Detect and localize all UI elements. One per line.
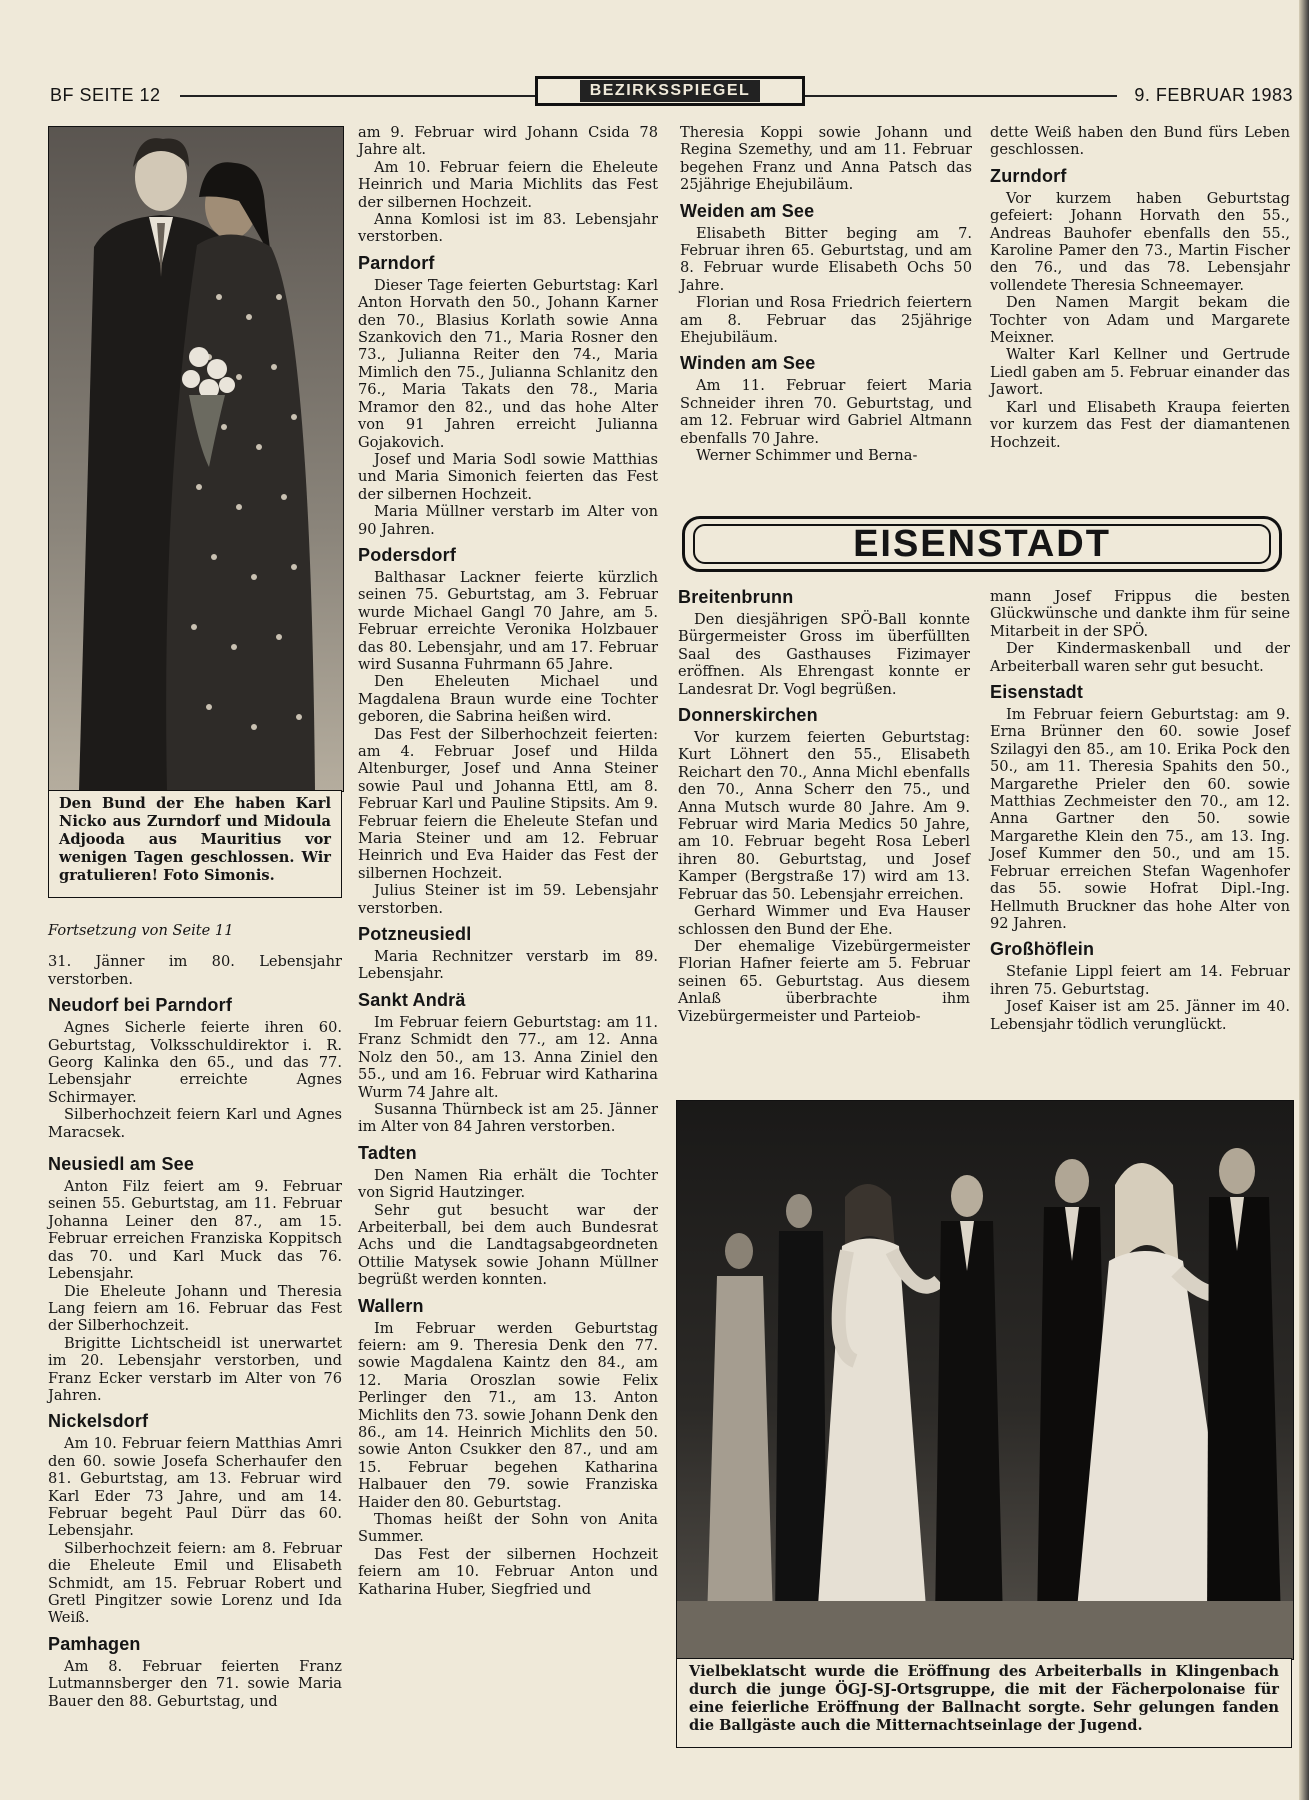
paragraph: 31. Jänner im 80. Lebensjahr verstorben.: [48, 953, 342, 988]
paragraph: Susanna Thürnbeck ist am 25. Jänner im Alter von 84 Jahren verstorben.: [358, 1100, 658, 1136]
paragraph: mann Josef Frippus die besten Glückwünsche und dankte ihm für seine Mitarbeit in der SPÖ.: [990, 588, 1290, 640]
heading-breitenbrunn: Breitenbrunn: [678, 587, 794, 607]
issue-date: 9. FEBRUAR 1983: [1134, 85, 1293, 105]
paragraph: Anna Komlosi ist im 83. Lebensjahr verstorben.: [358, 211, 658, 246]
paragraph: Anton Filz feiert am 9. Februar seinen 55. Geburtstag, am 11. Februar Johanna Leiner den 87., am 15. Februar erreichen Franziska Koppitsch das 70. und Karl Muck das 76. Lebensjahr.: [48, 1178, 342, 1283]
heading-podersdorf: Podersdorf: [358, 544, 457, 565]
heading-potzneusiedl: Potzneusiedl: [358, 924, 472, 945]
wedding-photo: [48, 126, 344, 792]
paragraph: Balthasar Lackner feierte kürzlich seinen 75. Geburtstag, am 3. Februar wurde Michael Gangl 70 Jahre, am 5. Februar erreichte Veronika Holzbauer das 80. Lebensjahr, und am 17. Februar wird Susanna Fuhrmann 65 Jahre.: [358, 568, 658, 673]
paragraph: Vor kurzem haben Geburtstag gefeiert: Johann Horvath den 55., Andreas Bauhofer ebenfalls den 55., Karoline Pamer den 73., Martin Fischer den 76., und das 78. Lebensjahr vollendete Theresia Schneemayer.: [990, 189, 1290, 294]
heading-weiden: Weiden am See: [680, 200, 815, 221]
paragraph: Den Namen Margit bekam die Tochter von Adam und Margarete Meixner.: [990, 294, 1290, 347]
heading-sankt-andrae: Sankt Andrä: [358, 989, 466, 1010]
column-4: [990, 124, 1290, 451]
paragraph: Vor kurzem feierten Geburtstag: Kurt Löhnert den 55., Elisabeth Reichart den 70., Anna Michl ebenfalls den 70., Anna Scherr den 75., und Anna Mutsch wurde 80 Jahre. Am 9. Februar wird Maria Medics 50 Jahre, am 10. Februar begeht Rosa Leberl ihren 80. Geburtstag, und Josef Kamper (Bergstraße 17) wird am 13. Februar das 50. Lebensjahr erreichen.: [678, 729, 970, 903]
heading-neusiedl: Neusiedl am See: [48, 1154, 195, 1175]
paragraph: Brigitte Lichtscheidl ist unerwartet im 20. Lebensjahr verstorben, und Franz Ecker verstarb im Alter von 76 Jahren.: [48, 1334, 342, 1404]
paragraph: Gerhard Wimmer und Eva Hauser schlossen den Bund der Ehe.: [678, 903, 970, 938]
paragraph: Im Februar feiern Geburtstag: am 9. Erna Brünner den 60. sowie Josef Szilagyi den 85., am 10. Erika Pock den 50., am 11. Theresia Spahits den 50., Margarethe Prieler den 60. sowie Matthias Zechmeister den 70., am 12. Anna Gartner den 50. sowie Margarethe Klein den 75., am 13. Ing. Josef Kummer den 50., und am 15. Februar erreichen Stefan Wagenhofer das 55. sowie Hofrat Dipl.-Ing. Hellmuth Bruckner das hohe Alter von 92 Jahren.: [990, 706, 1290, 932]
column-2: [358, 124, 658, 1598]
paragraph: Im Februar feiern Geburtstag: am 11. Franz Schmidt den 77., am 12. Anna Nolz den 50., am 13. Anna Ziniel den 55., und am 16. Februar wird Katharina Wurm 74 Jahre alt.: [358, 1013, 658, 1101]
heading-winden: Winden am See: [680, 353, 816, 374]
paragraph: Walter Karl Kellner und Gertrude Liedl gaben am 5. Februar einander das Jawort.: [990, 346, 1290, 399]
heading-eisenstadt: Eisenstadt: [990, 682, 1084, 703]
page-edge-shadow: [1299, 0, 1309, 1800]
paragraph: am 9. Februar wird Johann Csida 78 Jahre alt.: [358, 124, 658, 159]
paragraph: Das Fest der silbernen Hochzeit feiern am 10. Februar Anton und Katharina Huber, Siegfried und: [358, 1545, 658, 1598]
paragraph: Am 8. Februar feierten Franz Lutmannsberger den 71. sowie Maria Bauer den 88. Geburtstag, und: [48, 1657, 342, 1710]
section-title: BEZIRKSSPIEGEL: [580, 80, 761, 102]
paragraph: Im Februar werden Geburtstag feiern: am 9. Theresia Denk den 77. sowie Magdalena Kaintz den 84., am 12. Maria Oroszlan sowie Felix Perlinger den 71., am 13. Anton Michlits den 73. sowie Johann Denk den 86., am 14. Heinrich Michlits den 50. sowie Anton Csukker den 87., und am 15. Februar begehen Katharina Halbauer den 79. sowie Franziska Haider den 80. Geburtstag.: [358, 1319, 658, 1511]
ball-photo: [676, 1100, 1294, 1660]
header-rule-right: [805, 95, 1117, 97]
heading-tadten: Tadten: [358, 1142, 417, 1163]
paragraph: Sehr gut besucht war der Arbeiterball, bei dem auch Bundesrat Achs und die Landtagsabgeordneten Ottilie Matysek sowie Johann Müllner begrüßt werden konnten.: [358, 1201, 658, 1289]
paragraph: Florian und Rosa Friedrich feiertern am 8. Februar das 25jährige Ehejubiläum.: [680, 294, 972, 347]
paragraph: Silberhochzeit feiern Karl und Agnes Maracsek.: [48, 1106, 342, 1141]
wedding-photo-caption: Den Bund der Ehe haben Karl Nicko aus Zurndorf und Midoula Adjooda aus Mauritius vor wenigen Tagen geschlossen. Wir gratulieren! Foto Simonis.: [48, 790, 342, 898]
page-number: BF SEITE 12: [50, 85, 161, 105]
paragraph: Julius Steiner ist im 59. Lebensjahr verstorben.: [358, 882, 658, 917]
paragraph: Theresia Koppi sowie Johann und Regina Szemethy, und am 11. Februar begehen Franz und Anna Patsch das 25jährige Ehejubiläum.: [680, 124, 972, 194]
paragraph: Maria Rechnitzer verstarb im 89. Lebensjahr.: [358, 948, 658, 983]
paragraph: Den Namen Ria erhält die Tochter von Sigrid Hautzinger.: [358, 1166, 658, 1202]
paragraph: Stefanie Lippl feiert am 14. Februar ihren 75. Geburtstag.: [990, 963, 1290, 998]
district-banner: [682, 516, 1282, 572]
heading-pamhagen: Pamhagen: [48, 1633, 141, 1654]
ball-photo-caption: Vielbeklatscht wurde die Eröffnung des Arbeiterballs in Klingenbach durch die junge ÖGJ-SJ-Ortsgruppe, die mit der Fächerpolonaise für eine feierliche Eröffnung der Ballnacht sorgte. Sehr gelungen fanden die Ballgäste auch die Mitternachtseinlage der Jugend.: [676, 1658, 1292, 1748]
continuation-note: Fortsetzung von Seite 11: [48, 922, 234, 939]
paragraph: Der Kindermaskenball und der Arbeiterball waren sehr gut besucht.: [990, 640, 1290, 675]
section-title-box: [535, 76, 805, 106]
paragraph: Silberhochzeit feiern: am 8. Februar die Eheleute Emil und Elisabeth Schmidt, am 15. Februar Robert und Gretl Pingitzer sowie Lorenz und Ida Weiß.: [48, 1539, 342, 1627]
heading-parndorf: Parndorf: [358, 252, 435, 273]
paragraph: Werner Schimmer und Berna-: [696, 447, 918, 465]
column-6: [990, 588, 1290, 1033]
column-3: [680, 124, 972, 465]
wedding-photo-image: [49, 127, 343, 791]
heading-neudorf: Neudorf bei Parndorf: [48, 995, 233, 1016]
paragraph: Den Eheleuten Michael und Magdalena Braun wurde eine Tochter geboren, die Sabrina heißen wird.: [358, 673, 658, 726]
paragraph: Den diesjährigen SPÖ-Ball konnte Bürgermeister Gross im überfüllten Saal des Gasthauses Fizimayer eröffnen. Als Ehrengast konnte er Landesrat Dr. Vogl begrüßen.: [678, 611, 970, 698]
paragraph: Karl und Elisabeth Kraupa feierten vor kurzem das Fest der diamantenen Hochzeit.: [990, 398, 1290, 451]
paragraph: Elisabeth Bitter beging am 7. Februar ihren 65. Geburtstag, und am 8. Februar wurde Elisabeth Ochs 50 Jahre.: [680, 224, 972, 294]
paragraph: Thomas heißt der Sohn von Anita Summer.: [358, 1511, 658, 1546]
column-1: [48, 920, 342, 1710]
heading-nickelsdorf: Nickelsdorf: [48, 1411, 149, 1432]
heading-donnerskirchen: Donnerskirchen: [678, 705, 818, 726]
paragraph: Die Eheleute Johann und Theresia Lang feiern am 16. Februar das Fest der Silberhochzeit.: [48, 1282, 342, 1335]
district-banner-title: EISENSTADT: [693, 524, 1271, 564]
paragraph: Am 10. Februar feiern die Eheleute Heinrich und Maria Michlits das Fest der silbernen Hochzeit.: [358, 158, 658, 211]
paragraph: Dieser Tage feierten Geburtstag: Karl Anton Horvath den 50., Johann Karner den 70., Blasius Korlath sowie Anna Szankovich den 71., Maria Rosner den 73., Julianna Reiter den 74., Maria Mimlich den 75., Julianna Schlanitz den 76., Maria Takats den 78., Maria Mramor den 82., und das hohe Alter von 91 Jahren erreicht Julianna Gojakovich.: [358, 276, 658, 451]
paragraph: Maria Müllner verstarb im Alter von 90 Jahren.: [358, 503, 658, 538]
heading-zurndorf: Zurndorf: [990, 165, 1067, 186]
paragraph: Josef Kaiser ist am 25. Jänner im 40. Lebensjahr tödlich verunglückt.: [990, 998, 1290, 1033]
paragraph: Der ehemalige Vizebürgermeister Florian Hafner feierte am 5. Februar seinen 65. Geburtstag. Aus diesem Anlaß überbrachte ihm Vizebürgermeister und Parteiob-: [678, 937, 970, 1025]
paragraph: Agnes Sicherle feierte ihren 60. Geburtstag, Volksschuldirektor i. R. Georg Kalinka den 65., und das 77. Lebensjahr erreichte Agnes Schirmayer.: [48, 1019, 342, 1106]
paragraph: Josef und Maria Sodl sowie Matthias und Maria Simonich feierten das Fest der silbernen Hochzeit.: [358, 450, 658, 503]
paragraph: Am 10. Februar feiern Matthias Amri den 60. sowie Josefa Scherhaufer den 81. Geburtstag, am 13. Februar wird Karl Eder 73 Jahre, und am 14. Februar begeht Paul Dürr das 60. Lebensjahr.: [48, 1435, 342, 1540]
paragraph: Am 11. Februar feiert Maria Schneider ihren 70. Geburtstag, und am 12. Februar wird Gabriel Altmann ebenfalls 70 Jahre.: [680, 377, 972, 447]
paragraph: dette Weiß haben den Bund fürs Leben geschlossen.: [990, 124, 1290, 159]
ball-photo-image: [677, 1101, 1293, 1659]
column-5: [678, 586, 970, 1025]
heading-wallern: Wallern: [358, 1295, 424, 1316]
paragraph: Das Fest der Silberhochzeit feierten: am 4. Februar Josef und Hilda Altenburger, Josef und Anna Steiner sowie Paul und Johanna Ettl, am 8. Februar Karl und Pauline Stipsits. Am 9. Februar feiern die Eheleute Stefan und Maria Steiner und am 12. Februar Heinrich und Eva Haider das Fest der silbernen Hochzeit.: [358, 725, 658, 882]
header-rule-left: [180, 95, 535, 97]
heading-grosshoeflein: Großhöflein: [990, 939, 1095, 960]
